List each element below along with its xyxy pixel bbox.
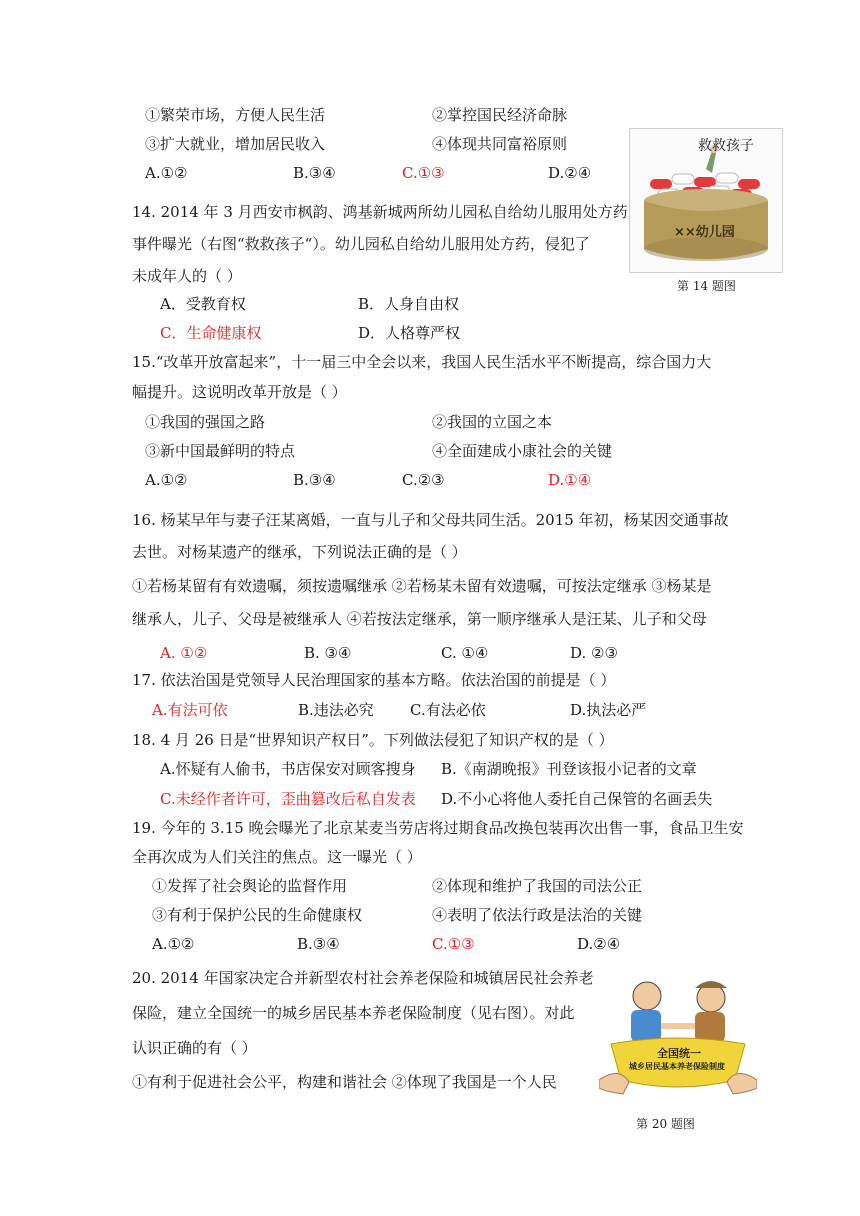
q13-option-4: ④体现共同富裕原则 <box>432 135 568 153</box>
q18-choice-d: D.不小心将他人委托自己保管的名画丢失 <box>441 790 713 808</box>
q18-choice-b: B.《南湖晚报》刊登该报小记者的文章 <box>441 760 697 778</box>
q16-choice-d: D. ②③ <box>570 644 618 662</box>
q16-choice-a-answer: A. ①② <box>160 644 208 662</box>
q20-stem-line-2: 保险，建立全国统一的城乡居民基本养老保险制度（见右图）。对此 <box>132 1004 575 1022</box>
q20-figure-subtitle: 城乡居民基本养老保险制度 <box>629 1062 725 1071</box>
q15-option-3: ③新中国最鲜明的特点 <box>145 442 296 460</box>
q13-option-3: ③扩大就业，增加居民收入 <box>145 135 326 153</box>
q17-choice-c: C.有法必依 <box>410 701 486 719</box>
q15-option-4: ④全面建成小康社会的关键 <box>432 442 613 460</box>
q14-stem-line-1: 14. 2014 年 3 月西安市枫韵、鸿基新城两所幼儿园私自给幼儿服用处方药 <box>132 203 628 221</box>
q20-figure <box>599 970 757 1098</box>
q17-choice-a-answer: A.有法可依 <box>152 701 228 719</box>
q13-option-1: ①繁荣市场，方便人民生活 <box>145 106 326 124</box>
q19-choice-b: B.③④ <box>297 935 340 953</box>
q14-choice-b: B．人身自由权 <box>358 295 460 313</box>
q16-stem-line-1: 16. 杨某早年与妻子汪某离婚，一直与儿子和父母共同生活。2015 年初，杨某因交通事故 <box>132 511 729 529</box>
q16-choice-b: B. ③④ <box>304 644 352 662</box>
q13-option-2: ②掌控国民经济命脉 <box>432 106 568 124</box>
q20-stem-line-3: 认识正确的有（ ） <box>132 1039 257 1057</box>
q13-choice-d: D.②④ <box>548 164 592 182</box>
q15-option-2: ②我国的立国之本 <box>432 413 553 431</box>
q18-stem: 18. 4 月 26 日是“世界知识产权日”。下列做法侵犯了知识产权的是（ ） <box>132 731 614 749</box>
q17-choice-b: B.违法必究 <box>298 701 374 719</box>
q15-choice-c: C.②③ <box>402 471 445 489</box>
q15-stem-line-2: 幅提升。这说明改革开放是（ ） <box>132 383 347 401</box>
q14-figure-label: ××幼儿园 <box>674 225 735 240</box>
q19-option-1: ①发挥了社会舆论的监督作用 <box>152 877 348 895</box>
q14-figure <box>629 128 783 273</box>
q13-choice-c-answer: C.①③ <box>402 164 445 182</box>
q14-figure-caption: 第 14 题图 <box>677 279 736 293</box>
q19-option-2: ②体现和维护了我国的司法公正 <box>432 877 643 895</box>
q14-choice-d: D．人格尊严权 <box>358 324 461 342</box>
q14-stem-line-3: 未成年人的（ ） <box>132 267 242 285</box>
q16-stem-line-4: 继承人，儿子、父母是被继承人 ④若按法定继承，第一顺序继承人是汪某、儿子和父母 <box>132 610 707 628</box>
q19-option-4: ④表明了依法行政是法治的关键 <box>432 906 643 924</box>
q14-choice-a: A．受教育权 <box>160 295 246 313</box>
q19-stem-line-2: 全再次成为人们关注的焦点。这一曝光（ ） <box>132 848 422 866</box>
q17-choice-d: D.执法必严 <box>570 701 647 719</box>
pension-illustration <box>599 970 757 1098</box>
q15-option-1: ①我国的强国之路 <box>145 413 266 431</box>
q15-stem-line-1: 15.“改革开放富起来”，十一届三中全会以来，我国人民生活水平不断提高，综合国力大 <box>132 353 712 371</box>
q16-choice-c: C. ①④ <box>441 644 489 662</box>
q20-figure-title: 全国统一 <box>657 1047 701 1060</box>
q13-choice-a: A.①② <box>145 164 188 182</box>
q16-stem-line-3: ①若杨某留有有效遗嘱，须按遗嘱继承 ②若杨某未留有效遗嘱，可按法定继承 ③杨某是 <box>132 577 712 595</box>
q20-figure-caption: 第 20 题图 <box>636 1117 695 1131</box>
q14-choice-c-answer: C．生命健康权 <box>160 324 262 342</box>
q19-choice-d: D.②④ <box>577 935 621 953</box>
q15-choice-b: B.③④ <box>293 471 336 489</box>
q19-choice-c-answer: C.①③ <box>432 935 475 953</box>
q20-stem-line-4: ①有利于促进社会公平，构建和谐社会 ②体现了我国是一个人民 <box>132 1073 557 1091</box>
q18-choice-c-answer: C.未经作者许可，歪曲篡改后私自发表 <box>160 790 416 808</box>
q15-choice-d-answer: D.①④ <box>548 471 592 489</box>
q16-stem-line-2: 去世。对杨某遗产的继承，下列说法正确的是（ ） <box>132 543 467 561</box>
q14-figure-title: 救救孩子 <box>698 138 754 154</box>
q13-choice-b: B.③④ <box>293 164 336 182</box>
q14-stem-line-2: 事件曝光（右图“救救孩子“）。幼儿园私自给幼儿服用处方药，侵犯了 <box>132 235 590 253</box>
q19-option-3: ③有利于保护公民的生命健康权 <box>152 906 363 924</box>
q19-stem-line-1: 19. 今年的 3.15 晚会曝光了北京某麦当劳店将过期食品改换包装再次出售一事，食品卫生安 <box>132 819 744 837</box>
q19-choice-a: A.①② <box>152 935 195 953</box>
q20-stem-line-1: 20. 2014 年国家决定合并新型农村社会养老保险和城镇居民社会养老 <box>132 969 594 987</box>
q18-choice-a: A.怀疑有人偷书，书店保安对顾客搜身 <box>160 760 416 778</box>
q15-choice-a: A.①② <box>145 471 188 489</box>
q17-stem: 17. 依法治国是党领导人民治理国家的基本方略。依法治国的前提是（ ） <box>132 671 616 689</box>
